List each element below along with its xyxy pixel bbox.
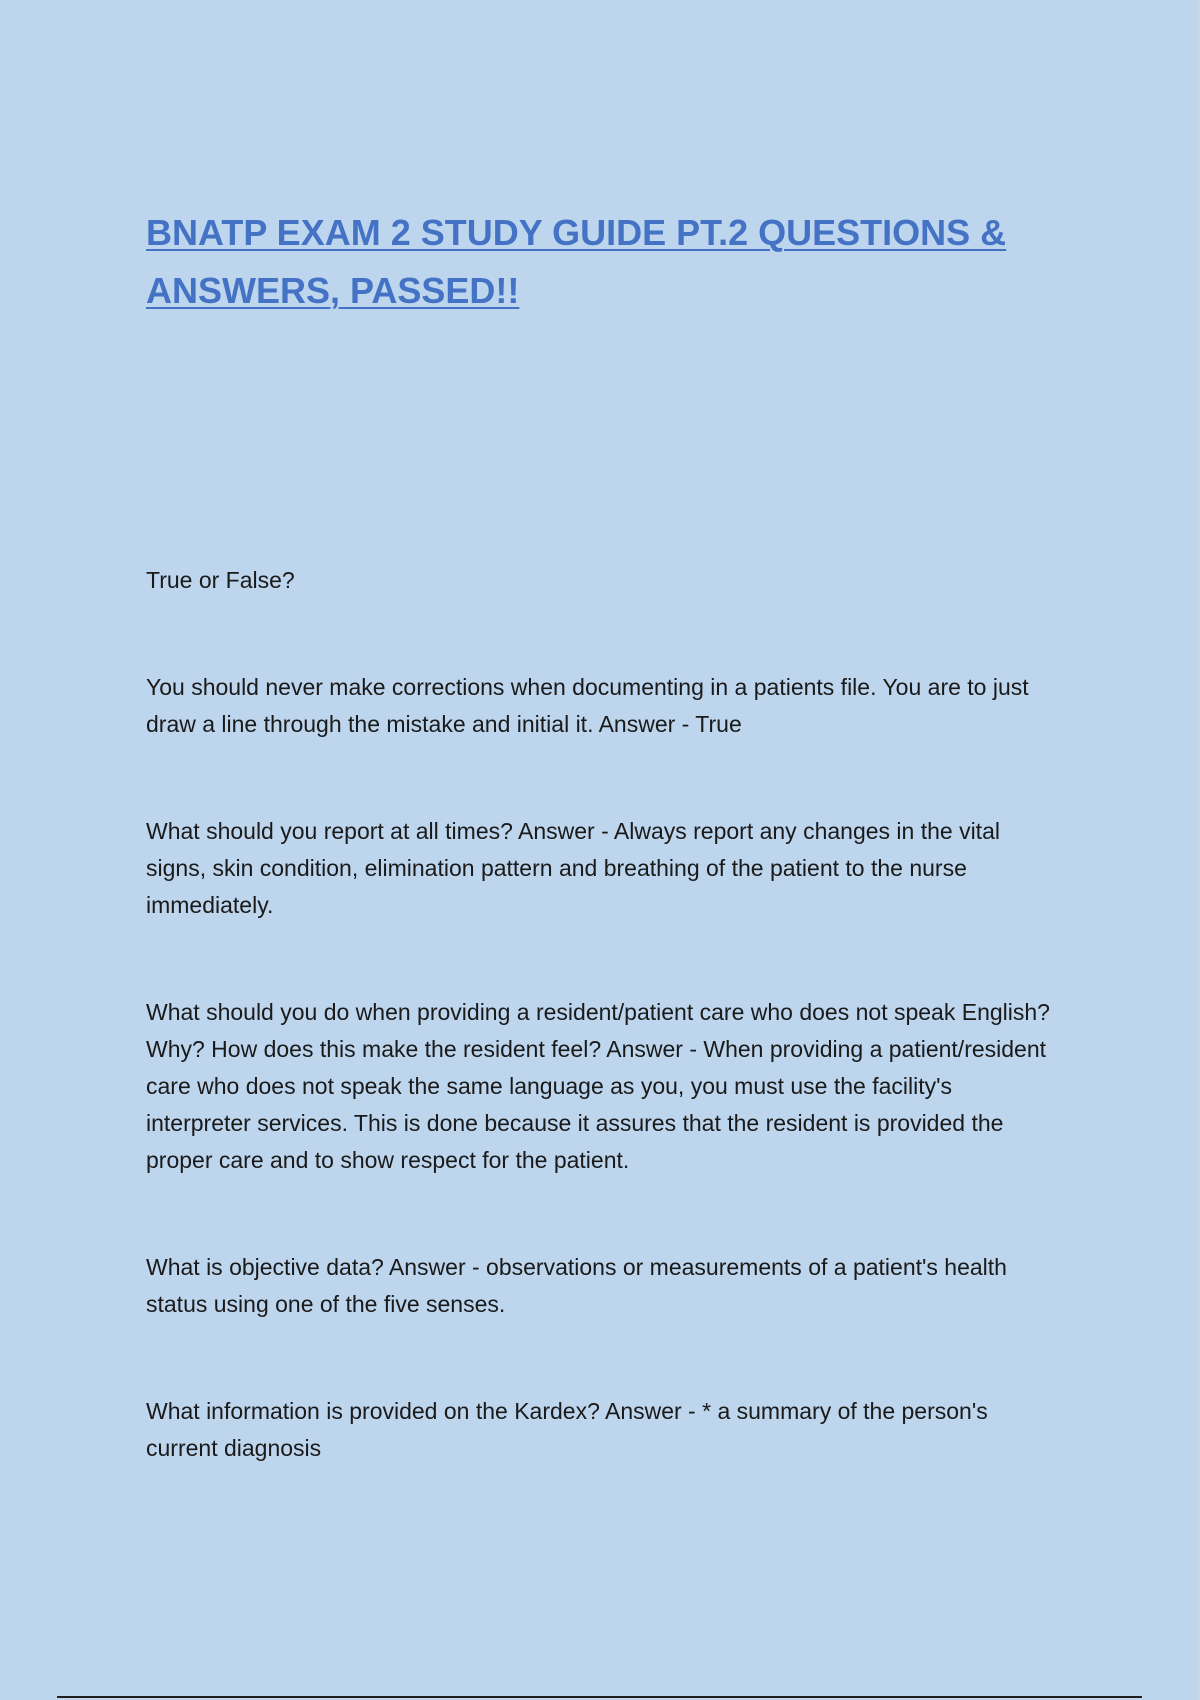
qa-item-non-english-speaker: What should you do when providing a resident/patient care who does not speak English? Why? How does this make the resident feel? Answer - When providing a patient/resident care who does not speak the same language as you, you must use the facility's interpreter services. This is done because it assures that the resident is provided the proper care and to show respect for the patient. bbox=[146, 999, 1050, 1173]
qa-item-kardex: What information is provided on the Kardex? Answer - * a summary of the person's current diagnosis bbox=[146, 1398, 988, 1461]
qa-list bbox=[146, 562, 1061, 1467]
qa-item-report-always: What should you report at all times? Answer - Always report any changes in the vital signs, skin condition, elimination pattern and breathing of the patient to the nurse immediately. bbox=[146, 818, 1000, 918]
qa-item-true-false: True or False? bbox=[146, 567, 295, 593]
qa-item-corrections: You should never make corrections when documenting in a patients file. You are to just draw a line through the mistake and initial it. Answer - True bbox=[146, 674, 1029, 737]
document-content bbox=[146, 204, 1061, 1537]
document-title: BNATP EXAM 2 STUDY GUIDE PT.2 QUESTIONS & ANSWERS, PASSED!! bbox=[146, 212, 1007, 311]
page-bottom-rule bbox=[57, 1696, 1142, 1698]
qa-item-objective-data: What is objective data? Answer - observations or measurements of a patient's health status using one of the five senses. bbox=[146, 1254, 1007, 1317]
